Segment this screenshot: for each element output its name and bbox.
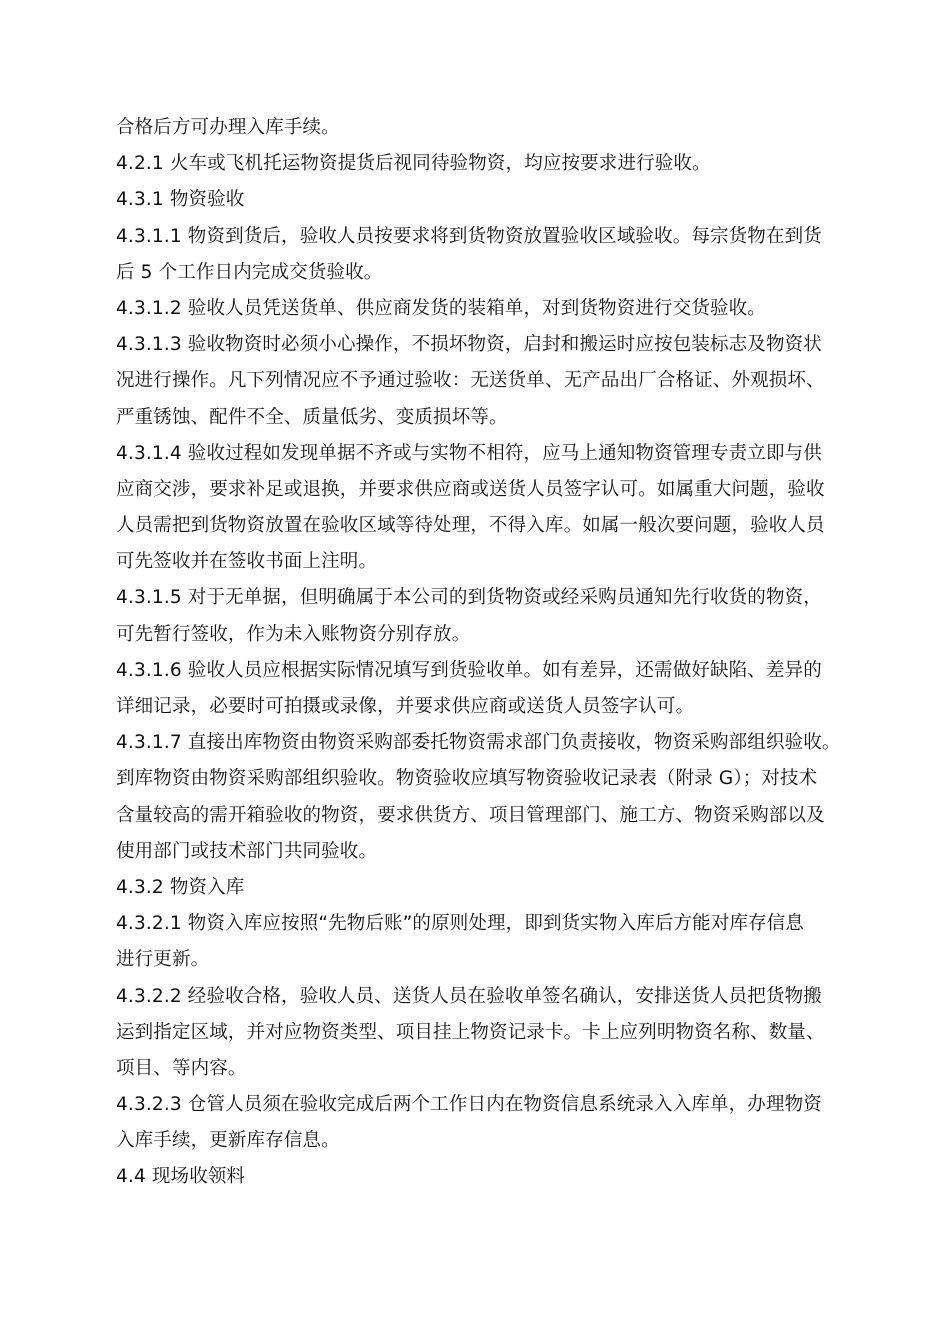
text-line: 严重锈蚀、配件不全、质量低劣、变质损坏等。	[116, 406, 508, 428]
text-line: 4.3.2 物资入库	[116, 876, 245, 898]
paragraph-4-3-2-3	[116, 1087, 840, 1159]
text-line: 含量较高的需开箱验收的物资，要求供货方、项目管理部门、施工方、物资采购部以及	[116, 804, 825, 826]
text-line: 详细记录，必要时可拍摄或录像，并要求供应商或送货人员签字认可。	[116, 696, 695, 717]
text-line: 4.4 现场收领料	[116, 1166, 246, 1188]
text-line: 合格后方可办理入库手续。	[116, 117, 340, 138]
text-line: 可先暂行签收，作为未入账物资分别存放。	[116, 623, 471, 645]
paragraph-4-3-1	[116, 182, 840, 218]
text-line: 4.3.1.1 物资到货后，验收人员按要求将到货物资放置验收区域验收。每宗货物在到货	[116, 225, 822, 247]
text-line: 4.3.1 物资验收	[116, 189, 245, 211]
text-line: 到库物资由物资采购部组织验收。物资验收应填写物资验收记录表（附录 G）；对技术	[116, 768, 818, 790]
text-line: 4.3.1.3 验收物资时必须小心操作，不损坏物资，启封和搬运时应按包装标志及物资状	[116, 334, 822, 356]
paragraph-4-3-2-2	[116, 979, 840, 1088]
paragraph-continuation	[116, 110, 840, 146]
text-line: 4.3.1.5 对于无单据，但明确属于本公司的到货物资或经采购员通知先行收货的物资，	[116, 587, 822, 609]
text-line: 4.3.2.1 物资入库应按照“先物后账”的原则处理，即到货实物入库后方能对库存信息	[116, 913, 805, 935]
paragraph-4-3-1-4	[116, 436, 840, 581]
text-line: 应商交涉，要求补足或退换，并要求供应商或送货人员签字认可。如属重大问题，验收	[116, 478, 825, 500]
paragraph-4-3-2	[116, 870, 840, 906]
text-line: 4.2.1 火车或飞机托运物资提货后视同待验物资，均应按要求进行验收。	[116, 153, 711, 175]
paragraph-4-3-1-3	[116, 327, 840, 436]
paragraph-4-3-1-7	[116, 725, 840, 870]
text-line: 运到指定区域，并对应物资类型、项目挂上物资记录卡。卡上应列明物资名称、数量、	[116, 1021, 825, 1043]
paragraph-4-3-2-1	[116, 906, 840, 978]
text-line: 使用部门或技术部门共同验收。	[116, 840, 378, 862]
text-line: 项目、等内容。	[116, 1057, 247, 1079]
text-line: 后 5 个工作日内完成交货验收。	[116, 261, 383, 283]
text-line: 况进行操作。凡下列情况应不予通过验收：无送货单、无产品出厂合格证、外观损坏、	[116, 370, 825, 392]
text-line: 4.3.1.6 验收人员应根据实际情况填写到货验收单。如有差异，还需做好缺陷、差异的	[116, 659, 822, 681]
paragraph-4-3-1-1	[116, 219, 840, 291]
text-line: 4.3.1.2 验收人员凭送货单、供应商发货的装箱单，对到货物资进行交货验收。	[116, 297, 766, 319]
text-line: 可先签收并在签收书面上注明。	[116, 551, 378, 573]
text-line: 人员需把到货物资放置在验收区域等待处理，不得入库。如属一般次要问题，验收人员	[116, 515, 825, 537]
text-line: 4.3.1.4 验收过程如发现单据不齐或与实物不相符，应马上通知物资管理专责立即与供	[116, 442, 822, 464]
paragraph-4-2-1	[116, 146, 840, 182]
text-line: 4.3.1.7 直接出库物资由物资采购部委托物资需求部门负责接收，物资采购部组织验收。	[116, 732, 841, 754]
text-line: 进行更新。	[116, 949, 210, 971]
paragraph-4-4	[116, 1159, 840, 1195]
text-line: 入库手续，更新库存信息。	[116, 1130, 340, 1152]
paragraph-4-3-1-2	[116, 291, 840, 327]
text-line: 4.3.2.3 仓管人员须在验收完成后两个工作日内在物资信息系统录入入库单，办理物资	[116, 1094, 822, 1116]
paragraph-4-3-1-6	[116, 653, 840, 725]
text-line: 4.3.2.2 经验收合格，验收人员、送货人员在验收单签名确认，安排送货人员把货物搬	[116, 985, 822, 1007]
document-body	[116, 110, 840, 1196]
paragraph-4-3-1-5	[116, 580, 840, 652]
